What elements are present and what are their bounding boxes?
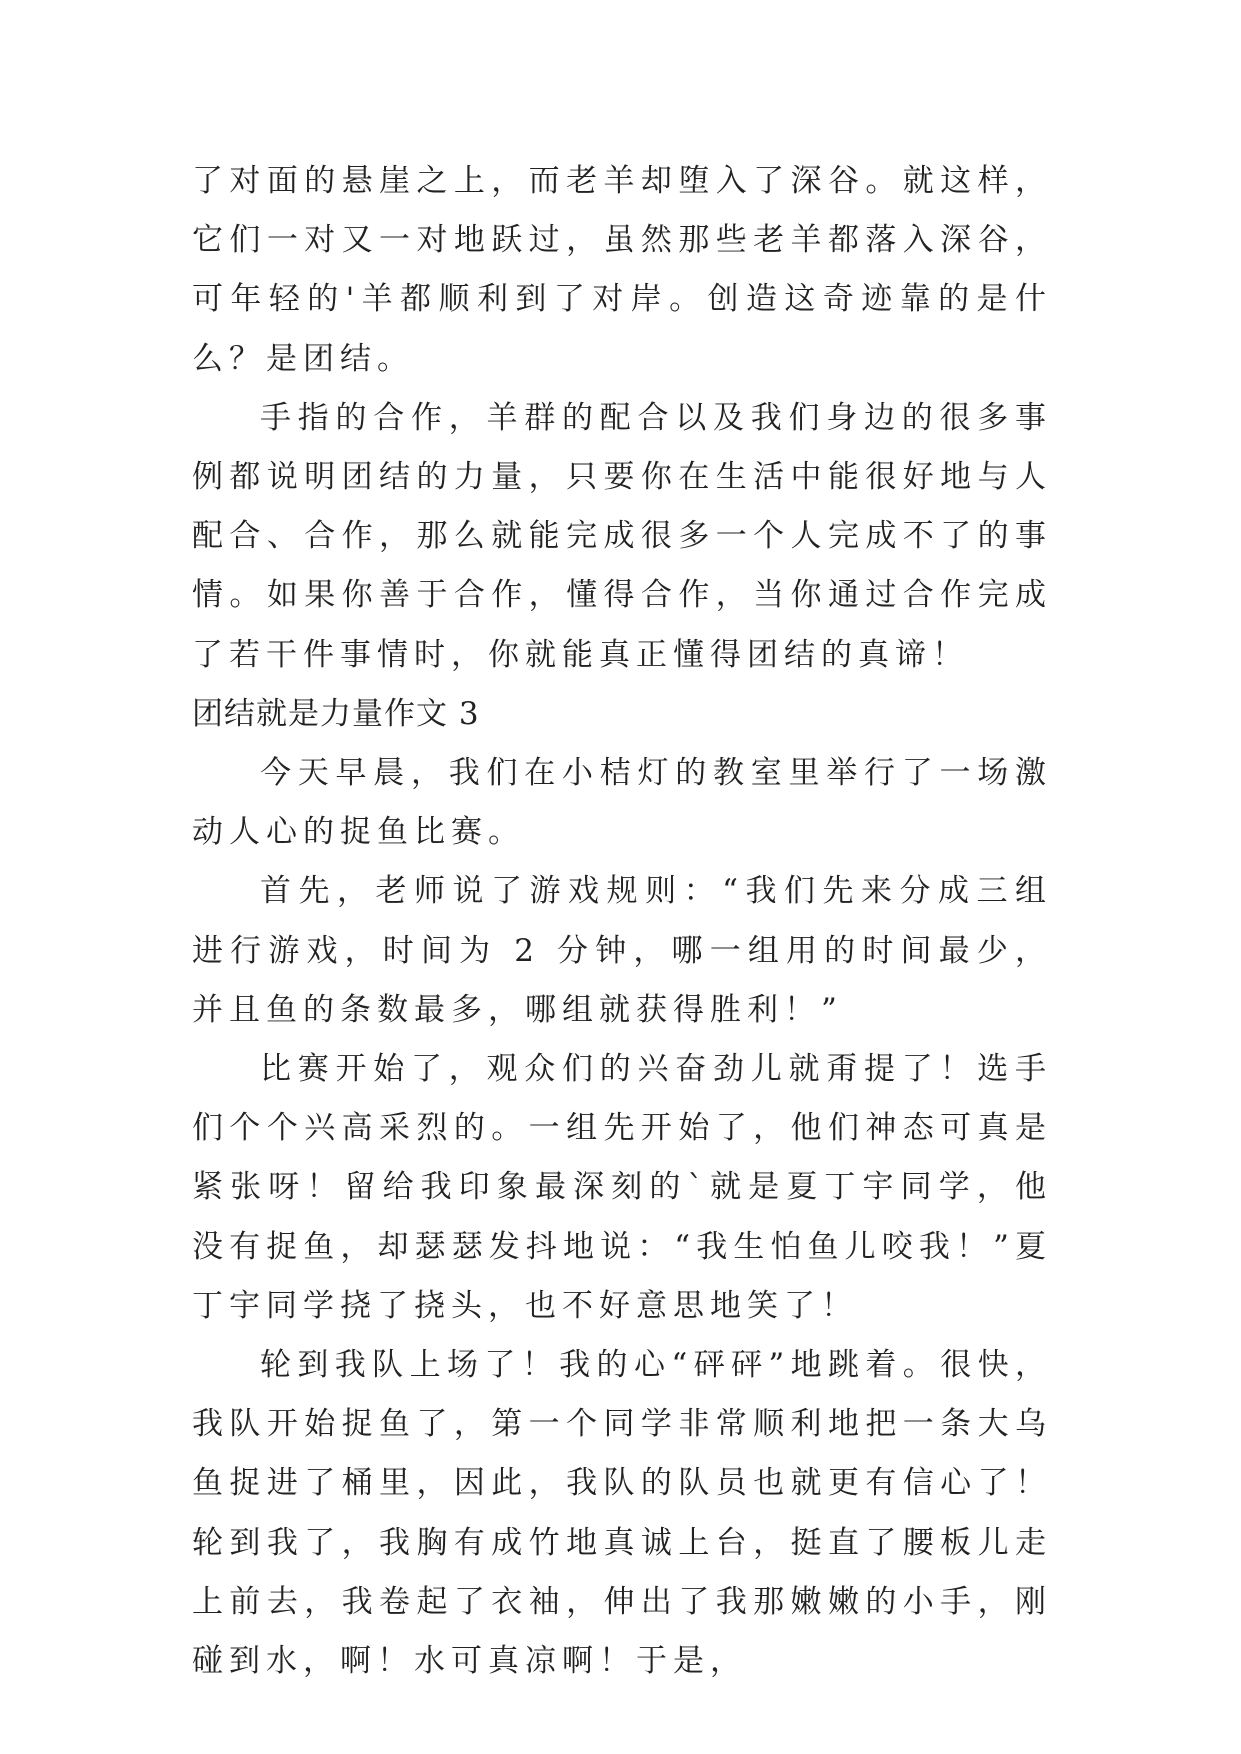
paragraph-2: 手指的合作，羊群的配合以及我们身边的很多事例都说明团结的力量，只要你在生活中能很好地与人配合、合作，那么就能完成很多一个人完成不了的事情。如果你善于合作，懂得合作，当你通过合作完成了若干件事情时，你就能真正懂得团结的真谛！ [192, 399, 1052, 673]
paragraph-5: 比赛开始了，观众们的兴奋劲儿就甭提了！选手们个个兴高采烈的。一组先开始了，他们神态可真是紧张呀！留给我印象最深刻的`就是夏丁宇同学，他没有捉鱼，却瑟瑟发抖地说：“我生怕鱼儿咬我！”夏丁宇同学挠了挠头，也不好意思地笑了！ [192, 1051, 1052, 1324]
section-heading: 团结就是力量作文 3 [192, 695, 480, 732]
paragraph-1: 了对面的悬崖之上，而老羊却堕入了深谷。就这样，它们一对又一对地跃过，虽然那些老羊都落入深谷，可年轻的'羊都顺利到了对岸。创造这奇迹靠的是什么？是团结。 [192, 163, 1052, 377]
paragraph-3: 今天早晨，我们在小桔灯的教室里举行了一场激动人心的捉鱼比赛。 [192, 755, 1052, 851]
document-body [192, 152, 1052, 1691]
paragraph-6: 轮到我队上场了！我的心“砰砰”地跳着。很快，我队开始捉鱼了，第一个同学非常顺利地把一条大乌鱼捉进了桶里，因此，我队的队员也就更有信心了！轮到我了，我胸有成竹地真诚上台，挺直了腰板儿走上前去，我卷起了衣袖，伸出了我那嫩嫩的小手，刚碰到水，啊！水可真凉啊！于是， [192, 1347, 1052, 1680]
paragraph-4: 首先，老师说了游戏规则：“我们先来分成三组进行游戏，时间为 2 分钟，哪一组用的时间最少，并且鱼的条数最多，哪组就获得胜利！” [192, 873, 1052, 1028]
